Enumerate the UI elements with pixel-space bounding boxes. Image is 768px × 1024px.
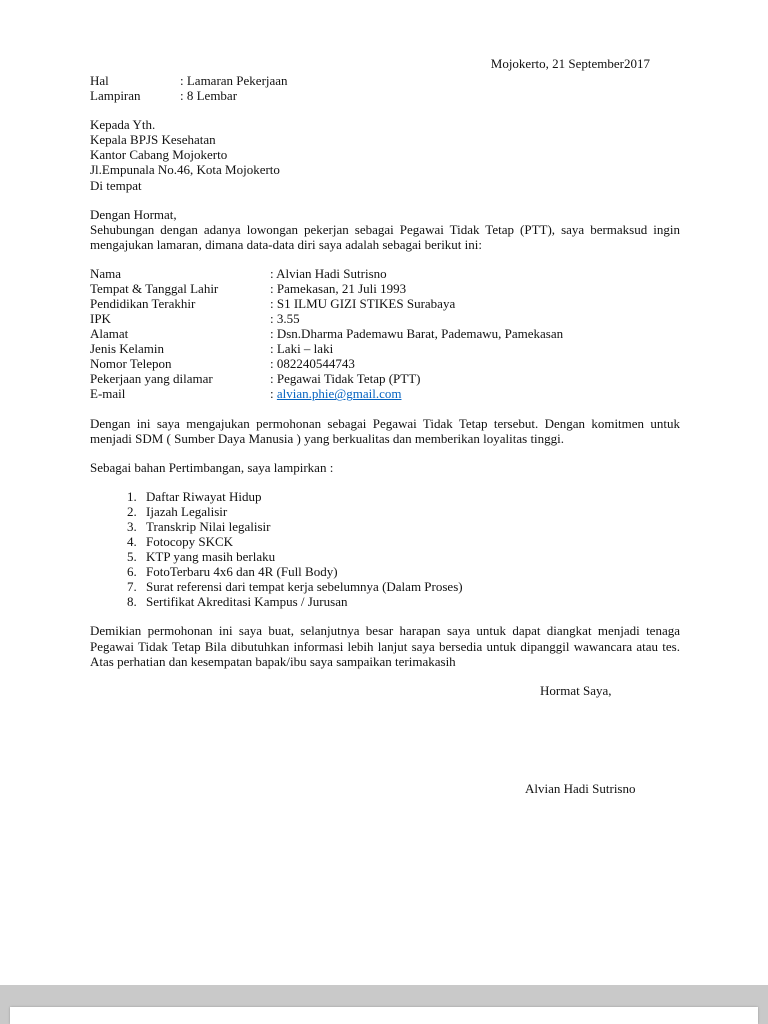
salutation: Dengan Hormat, (90, 206, 177, 222)
detail-row-email (90, 386, 680, 401)
meta-row-lampiran (90, 88, 288, 103)
next-page-edge (10, 1007, 758, 1024)
recipient-line: Kepala BPJS Kesehatan (90, 132, 216, 148)
signature-name: Alvian Hadi Sutrisno (525, 780, 636, 796)
detail-value: : Pamekasan, 21 Juli 1993 (270, 280, 407, 296)
attachment-item: 1. Daftar Riwayat Hidup (140, 489, 680, 504)
detail-label: Nomor Telepon (90, 356, 172, 372)
closing-salutation: Hormat Saya, (540, 682, 612, 698)
attachment-item: 5. KTP yang masih berlaku (140, 549, 680, 564)
detail-value: : 3.55 (270, 311, 300, 327)
meta-label: Lampiran (90, 88, 141, 104)
meta-table (90, 73, 288, 103)
detail-label: Pendidikan Terakhir (90, 296, 196, 312)
attachment-item: 6. FotoTerbaru 4x6 dan 4R (Full Body) (140, 564, 680, 579)
detail-label: Jenis Kelamin (90, 341, 165, 357)
attachment-item: 7. Surat referensi dari tempat kerja sebelumnya (Dalam Proses) (140, 579, 680, 594)
detail-row (90, 311, 680, 326)
detail-row (90, 296, 680, 311)
recipient-line: Jl.Empunala No.46, Kota Mojokerto (90, 162, 280, 178)
detail-row (90, 281, 680, 296)
detail-value: : Pegawai Tidak Tetap (PTT) (270, 371, 421, 387)
attachment-item: 3. Transkrip Nilai legalisir (140, 519, 680, 534)
recipient-line: Di tempat (90, 177, 142, 193)
attachment-item: 2. Ijazah Legalisir (140, 504, 680, 519)
meta-row-hal (90, 73, 288, 88)
attachments-list (90, 489, 680, 610)
closing-paragraph: Demikian permohonan ini saya buat, selanjutnya besar harapan saya untuk dapat diangkat menjadi tenaga Pegawai Tidak Tetap Bila dibutuhkan informasi lebih lanjut saya bersedia untuk dipanggil wawancara atau tes. Atas perhatian dan kesempatan bapak/ibu saya sampaikan terimakasih (90, 623, 680, 669)
detail-value: : Laki – laki (270, 341, 334, 357)
email-link[interactable]: alvian.phie@gmail.com (276, 386, 402, 402)
recipient-line: Kantor Cabang Mojokerto (90, 147, 228, 163)
attachment-item: 8. Sertifikat Akreditasi Kampus / Jurusan (140, 594, 680, 609)
detail-row (90, 371, 680, 386)
detail-value: : 082240544743 (270, 356, 355, 372)
detail-row (90, 266, 680, 281)
detail-value: : Alvian Hadi Sutrisno (270, 265, 387, 281)
detail-value: : S1 ILMU GIZI STIKES Surabaya (270, 296, 456, 312)
recipient-line: Kepada Yth. (90, 117, 156, 133)
detail-label: Pekerjaan yang dilamar (90, 371, 213, 387)
detail-value (270, 386, 680, 401)
recipient-block (90, 117, 680, 192)
attachments-intro: Sebagai bahan Pertimbangan, saya lampirkan : (90, 459, 334, 475)
opening-paragraph: Sehubungan dengan adanya lowongan pekerjan sebagai Pegawai Tidak Tetap (PTT), saya bermaksud ingin mengajukan lamaran, dimana data-data diri saya adalah sebagai berikut ini: (90, 221, 680, 252)
meta-value: : 8 Lembar (180, 88, 238, 104)
email-prefix: : (270, 386, 277, 402)
page-gap (0, 985, 768, 1007)
detail-row (90, 356, 680, 371)
detail-label: Nama (90, 265, 122, 281)
attachment-item: 4. Fotocopy SKCK (140, 534, 680, 549)
meta-label: Hal (90, 73, 109, 89)
meta-value: : Lamaran Pekerjaan (180, 73, 288, 89)
detail-row (90, 326, 680, 341)
detail-value: : Dsn.Dharma Pademawu Barat, Pademawu, Pamekasan (270, 326, 564, 342)
details-table (90, 266, 680, 402)
date-line: Mojokerto, 21 September2017 (490, 56, 650, 71)
signature-space (90, 698, 680, 781)
detail-label: E-mail (90, 386, 126, 402)
second-paragraph: Dengan ini saya mengajukan permohonan sebagai Pegawai Tidak Tetap tersebut. Dengan komitmen untuk menjadi SDM ( Sumber Daya Manusia ) yang berkualitas dan memberikan loyalitas tinggi. (90, 415, 680, 446)
detail-label: Alamat (90, 326, 129, 342)
detail-label: Tempat & Tanggal Lahir (90, 280, 219, 296)
detail-row (90, 341, 680, 356)
detail-label: IPK (90, 311, 111, 327)
